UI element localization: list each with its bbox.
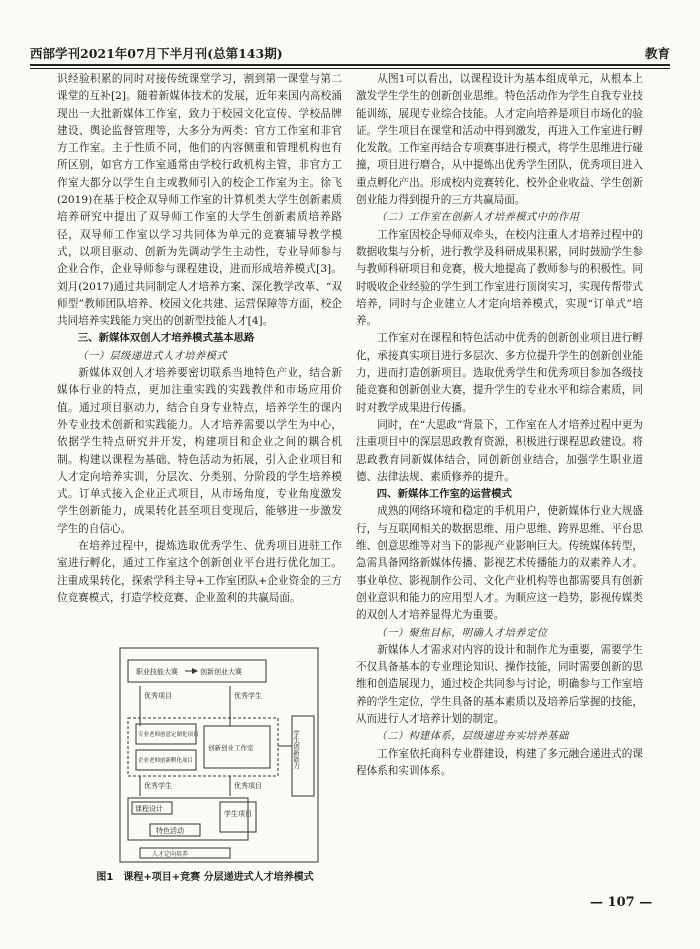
header-rule xyxy=(30,64,670,66)
label-project-mid: 优秀项目 xyxy=(234,782,262,790)
paragraph: 工作室因校企导师双牵头，在校内注重人才培养过程中的数据收集与分析，进行教学及科研成果积累，同时鼓励学生参与教师科研项目和竞赛，极大地提高了教师参与的积极性。同时吸收企业经验的学生到工作室进行顶岗实习，实现传帮带式培养，同时与企业建立人才定向培养模式，实现“订单式”培养。 xyxy=(356,228,643,328)
left-column xyxy=(57,71,342,607)
label-project-top: 优秀项目 xyxy=(144,692,172,700)
inner-box-2: 企业老师创新孵化项目 xyxy=(138,758,194,764)
paragraph: 工作室对在课程和特色活动中优秀的创新创业项目进行孵化，承接真实项目进行多层次、多方位提升学生的创新创业能力，进而打造创新项目。选取优秀学生和优秀项目参加各级技能竞赛和创新创业大赛，提升学生的专业水平和综合素质，同时对教学成果进行传播。 xyxy=(356,332,643,414)
section-label: 教育 xyxy=(644,46,670,61)
special-activity-label: 特色活动 xyxy=(156,827,184,835)
right-box-label: 学生创新能力 xyxy=(292,730,300,769)
talent-training-label: 人才定向培养 xyxy=(152,851,189,858)
journal-title: 西部学刊2021年07月下半月刊(总第143期) xyxy=(30,46,283,61)
header-rule-thin xyxy=(30,68,670,69)
page-number: — 107 — xyxy=(590,895,653,910)
paragraph: 工作室依托商科专业群建设，构建了多元融合递进式的课程体系和实训体系。 xyxy=(356,747,643,777)
label-student-mid: 优秀学生 xyxy=(144,782,172,790)
subsection-heading: （二）构建体系，层级递进夯实培养基础 xyxy=(376,731,569,743)
studio-area xyxy=(128,718,278,776)
contest-label-1: 职业技能大赛 xyxy=(136,668,178,676)
subsection-heading: （一）层级递进式人才培养模式 xyxy=(77,350,228,362)
contest-label-2: 创新创业大赛 xyxy=(200,668,242,676)
figure-1-diagram xyxy=(80,646,340,864)
right-column xyxy=(356,71,643,780)
page-header xyxy=(30,40,670,66)
paragraph: 新媒体人才需求对内容的设计和制作尤为重要，需要学生不仅具备基本的专业理论知识、操作技能，同时需要创新的思维和创造展现力，通过校企共同参与讨论，明确参与工作室培养的学生定位，学生具备的基本素质以及培养后掌握的技能，从而进行人才培养计划的制定。 xyxy=(356,643,643,725)
paragraph: 从图1可以看出，以课程设计为基本组成单元，从根本上激发学生学生的创新创业思维。特色活动作为学生自我专业技能训练，展现专业综合技能。人才定向培养是项目市场化的验证。学生项目在课堂和活动中得到激发，再进入工作室进行孵化发散。工作室再结合专项赛事进行模式，将学生思维进行碰撞，项目进行磨合，从中提炼出优秀学生团队，优秀项目进入重点孵化产出。形成校内竞赛转化、校外企业收益、学生创新创业能力得到提升的三方共赢局面。 xyxy=(356,73,643,207)
figure-caption: 图1 课程+项目+竞赛 分层递进式人才培养模式 xyxy=(96,872,314,883)
paragraph: 识经验积累的同时对接传统课堂学习，割到第一课堂与第二课堂的互补[2]。随着新媒体技术的发展，近年来国内高校涌现出一大批新媒体工作室，致力于校园文化宣传、学校品牌建设、舆论监督管理等，大多分为两类：官方工作室和非官方工作室。主于性质不同，他们的内容侧重和管理机构也有所区别，如官方工作室通常由学校行政机构主管，非官方工作室大都分以学生自主或教师引入的校企工作室为主。徐飞(2019)在基于校企双导师工作室的计算机类大学生创新素质培养研究中提出了双导师工作室的大学生创新素质培养路径，双导师工作室以学习共同体为单元的竞赛辅导教学模式，以项目驱动、创新为先调动学生主动性，专业导师参与企业合作，企业导师参与课程建设，进而形成培养模式[3]。刘月(2017)通过共同制定人才培养方案、深化教学改革、“双师型”教师团队培养、校园文化共建、运营保障等方面，校企共同培养实践能力突出的创新型技能人才[4]。 xyxy=(57,73,342,328)
course-design-label: 课程设计 xyxy=(135,805,163,813)
paragraph: 新媒体双创人才培养要密切联系当地特色产业，结合新媒体行业的特点，更加注重实践的实践教伴和市场应用价值。通过项目驱动力，结合自身专业特点，培养学生的课内外专业技术创新和实践能力。人才培养需要以学生为中心，依据学生特点研究并开发，构建项目和企业之间的耦合机制。构建以课程为基础、特色活动为拓展，引入企业项目和人才定向培养实训，分层次、分类别、分阶段的学生培养模式。订单式接入企业正式项目，从市场角度，专业角度激发学生创新能力，成果转化甚至项目变现后，能够进一步激发学生的自信心。 xyxy=(57,367,342,535)
paragraph: 在培养过程中，提炼选取优秀学生、优秀项目进驻工作室进行孵化，通过工作室这个创新创业平台进行优化加工。注重成果转化，探索学科主导+工作室团队+企业资金的三方位竞赛模式，打造学校竞赛、企业盈利的共赢局面。 xyxy=(57,540,342,604)
center-box: 创新创业工作室 xyxy=(208,744,254,752)
student-project-label: 学生项目 xyxy=(224,810,252,818)
section-heading: 三、新媒体双创人才培养模式基本思路 xyxy=(77,332,255,345)
subsection-heading: （一）聚焦目标，明确人才培养定位 xyxy=(376,627,548,639)
section-heading: 四、新媒体工作室的运营模式 xyxy=(376,488,512,501)
subsection-heading: （二）工作室在创新人才培养模式中的作用 xyxy=(376,212,580,224)
paragraph: 同时，在“大思政”背景下，工作室在人才培养过程中更为注重项目中的深层思政教育资源，积极进行课程思政建设。将思政教育同新媒体结合，同创新创业结合，加强学生职业道德、法律法规、素质修养的提升。 xyxy=(356,418,643,483)
label-student-top: 优秀学生 xyxy=(234,692,262,700)
paragraph: 成熟的网络环境和稳定的手机用户，使新媒体行业大规盛行，与互联网相关的数据思维、用户思维、跨界思维、平台思维、创意思维等对当下的影视产业影响巨大。传统媒体转型，急需具备网络新媒体传播、影视艺术传播能力的双素养人才。事业单位、影视制作公司、文化产业机构等也都需要具有创新创业意识和能力的应用型人才。为顺应这一趋势，影视传媒类的双创人才培养显得尤为重要。 xyxy=(356,505,643,622)
inner-box-1: 专业老师创意定制化项目 xyxy=(138,732,199,738)
